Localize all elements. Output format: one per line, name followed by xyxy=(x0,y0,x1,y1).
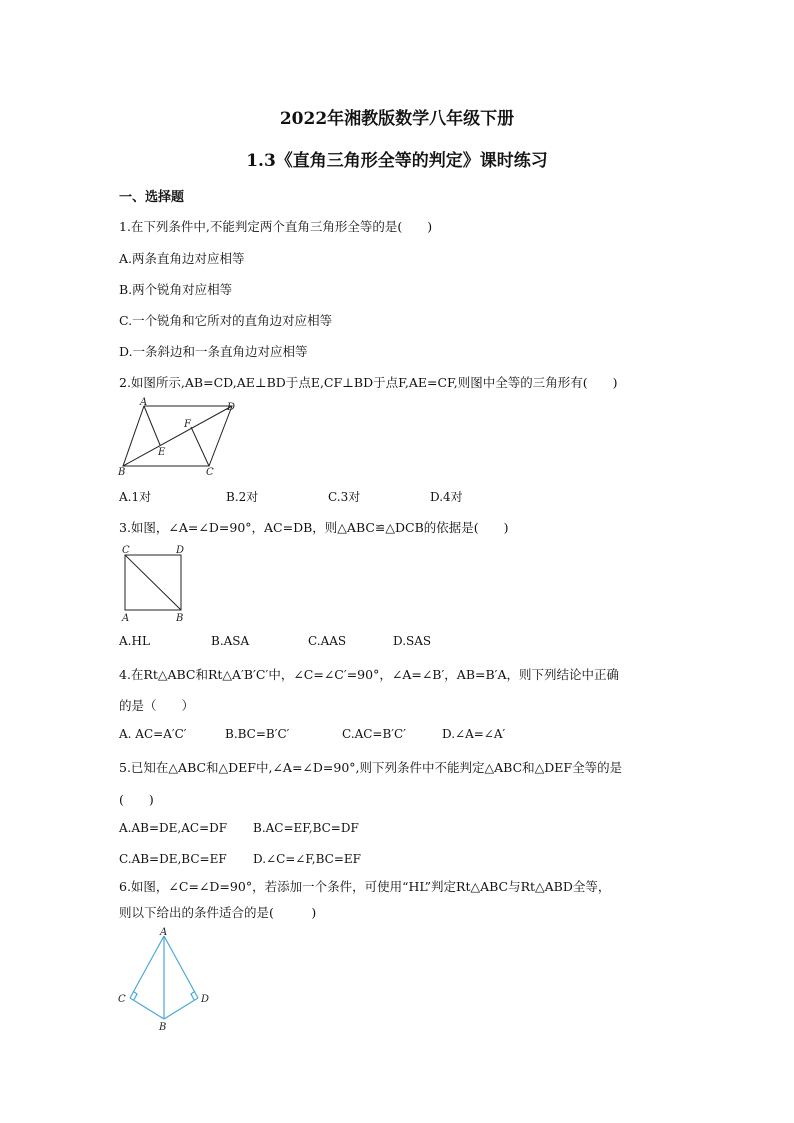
question-4-stem-line-2: 的是（ ） xyxy=(119,698,195,713)
figure-label-d: D xyxy=(176,545,185,556)
figure-label-a: A xyxy=(160,927,168,938)
question-1-option-c: C.一个锐角和它所对的直角边对应相等 xyxy=(119,313,333,328)
question-1-option-a: A.两条直角边对应相等 xyxy=(119,251,245,266)
question-4-option-b: B.BC=B′C′ xyxy=(225,727,290,741)
question-2-figure xyxy=(114,398,244,478)
question-3-stem: 3.如图，∠A=∠D=90°，AC=DB，则△ABC≌△DCB的依据是( ) xyxy=(119,520,509,535)
figure-label-b: B xyxy=(118,467,126,478)
question-2-option-b: B.2对 xyxy=(226,490,259,504)
question-4-option-a: A. AC=A′C′ xyxy=(119,727,187,741)
question-3-figure xyxy=(116,544,196,624)
question-3-option-d: D.SAS xyxy=(393,634,432,648)
question-1-stem: 1.在下列条件中,不能判定两个直角三角形全等的是( ) xyxy=(119,219,433,234)
question-2-option-d: D.4对 xyxy=(430,490,463,504)
figure-label-b: B xyxy=(176,613,184,624)
figure-label-b: B xyxy=(159,1022,167,1033)
question-3-option-a: A.HL xyxy=(119,634,150,648)
figure-label-e: E xyxy=(158,447,166,458)
question-4-option-c: C.AC=B′C′ xyxy=(342,727,406,741)
document-title: 2022年湘教版数学八年级下册 xyxy=(279,109,515,129)
question-6-stem-line-2: 则以下给出的条件适合的是( ) xyxy=(119,905,317,920)
figure-label-c: C xyxy=(206,467,214,478)
question-6-stem-line-1: 6.如图，∠C=∠D=90°，若添加一个条件，可使用“HL”判定Rt△ABC与Rt△ABD全等， xyxy=(119,879,611,894)
question-4-stem-line-1: 4.在Rt△ABC和Rt△A′B′C′中，∠C=∠C′=90°，∠A=∠B′，AB=B′A，则下列结论中正确 xyxy=(119,667,620,682)
question-1-option-b: B.两个锐角对应相等 xyxy=(119,282,233,297)
question-3-option-b: B.ASA xyxy=(211,634,250,648)
question-4-option-d: D.∠A=∠A′ xyxy=(442,727,506,741)
question-1-option-d: D.一条斜边和一条直角边对应相等 xyxy=(119,344,308,359)
question-5-option-d: D.∠C=∠F,BC=EF xyxy=(253,852,361,866)
figure-label-c: C xyxy=(122,545,130,556)
question-5-option-b: B.AC=EF,BC=DF xyxy=(253,821,359,835)
document-subtitle: 1.3《直角三角形全等的判定》课时练习 xyxy=(246,151,548,171)
figure-label-a: A xyxy=(140,397,148,408)
figure-label-a: A xyxy=(122,613,130,624)
section-heading: 一、选择题 xyxy=(119,190,185,205)
question-3-option-c: C.AAS xyxy=(308,634,347,648)
figure-label-f: F xyxy=(184,419,191,430)
question-2-option-a: A.1对 xyxy=(119,490,152,504)
figure-label-c: C xyxy=(118,994,126,1005)
figure-label-d: D xyxy=(227,402,236,413)
figure-label-d: D xyxy=(201,994,210,1005)
question-6-figure xyxy=(114,924,224,1036)
question-2-option-c: C.3对 xyxy=(328,490,361,504)
question-2-stem: 2.如图所示,AB=CD,AE⊥BD于点E,CF⊥BD于点F,AE=CF,则图中全等的三角形有( ) xyxy=(119,375,618,390)
question-5-option-a: A.AB=DE,AC=DF xyxy=(119,821,228,835)
question-5-stem-line-1: 5.已知在△ABC和△DEF中,∠A=∠D=90°,则下列条件中不能判定△ABC和△DEF全等的是 xyxy=(119,760,623,775)
question-5-option-c: C.AB=DE,BC=EF xyxy=(119,852,227,866)
question-5-stem-line-2: ( ) xyxy=(119,792,154,807)
